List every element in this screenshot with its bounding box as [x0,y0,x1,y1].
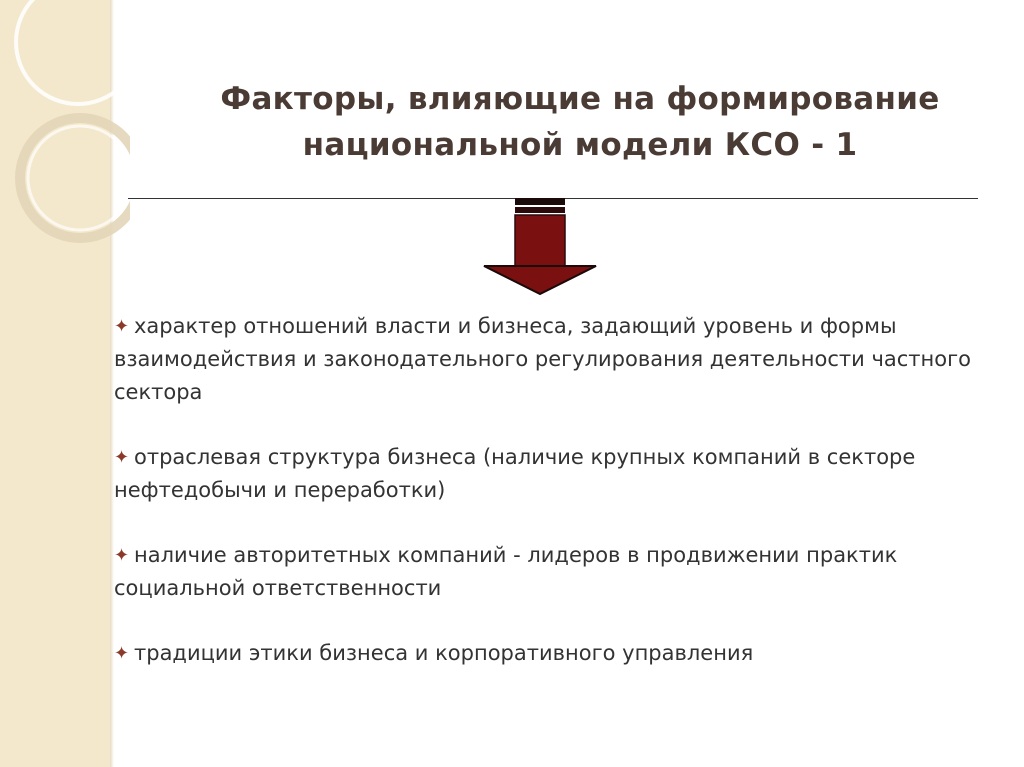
decorative-circle-large [16,0,130,104]
factor-list [114,310,994,702]
plus-cross-icon: ✦ [114,316,130,337]
title-line-2: национальной модели КСО - 1 [302,127,858,163]
list-item [114,539,994,605]
plus-cross-icon: ✦ [114,643,130,664]
list-item-text: характер отношений власти и бизнеса, задающий уровень и формы взаимодействия и законодательного регулирования деятельности частного сектора [114,314,972,404]
list-item [114,637,994,670]
plus-cross-icon: ✦ [114,447,130,468]
decorative-circle-inner [28,126,130,230]
list-item [114,310,994,409]
title-line-1: Факторы, влияющие на формирование [220,81,940,117]
list-item [114,441,994,507]
plus-cross-icon: ✦ [114,545,130,566]
down-arrow-icon [482,198,598,296]
list-item-text: традиции этики бизнеса и корпоративного управления [134,641,754,665]
decorative-circle-ring [20,118,130,238]
slide-title [180,76,980,168]
list-item-text: отраслевая структура бизнеса (наличие крупных компаний в секторе нефтедобычи и переработки) [114,445,916,502]
decorative-circles [0,0,130,260]
list-item-text: наличие авторитетных компаний - лидеров в продвижении практик социальной ответственности [114,543,898,600]
